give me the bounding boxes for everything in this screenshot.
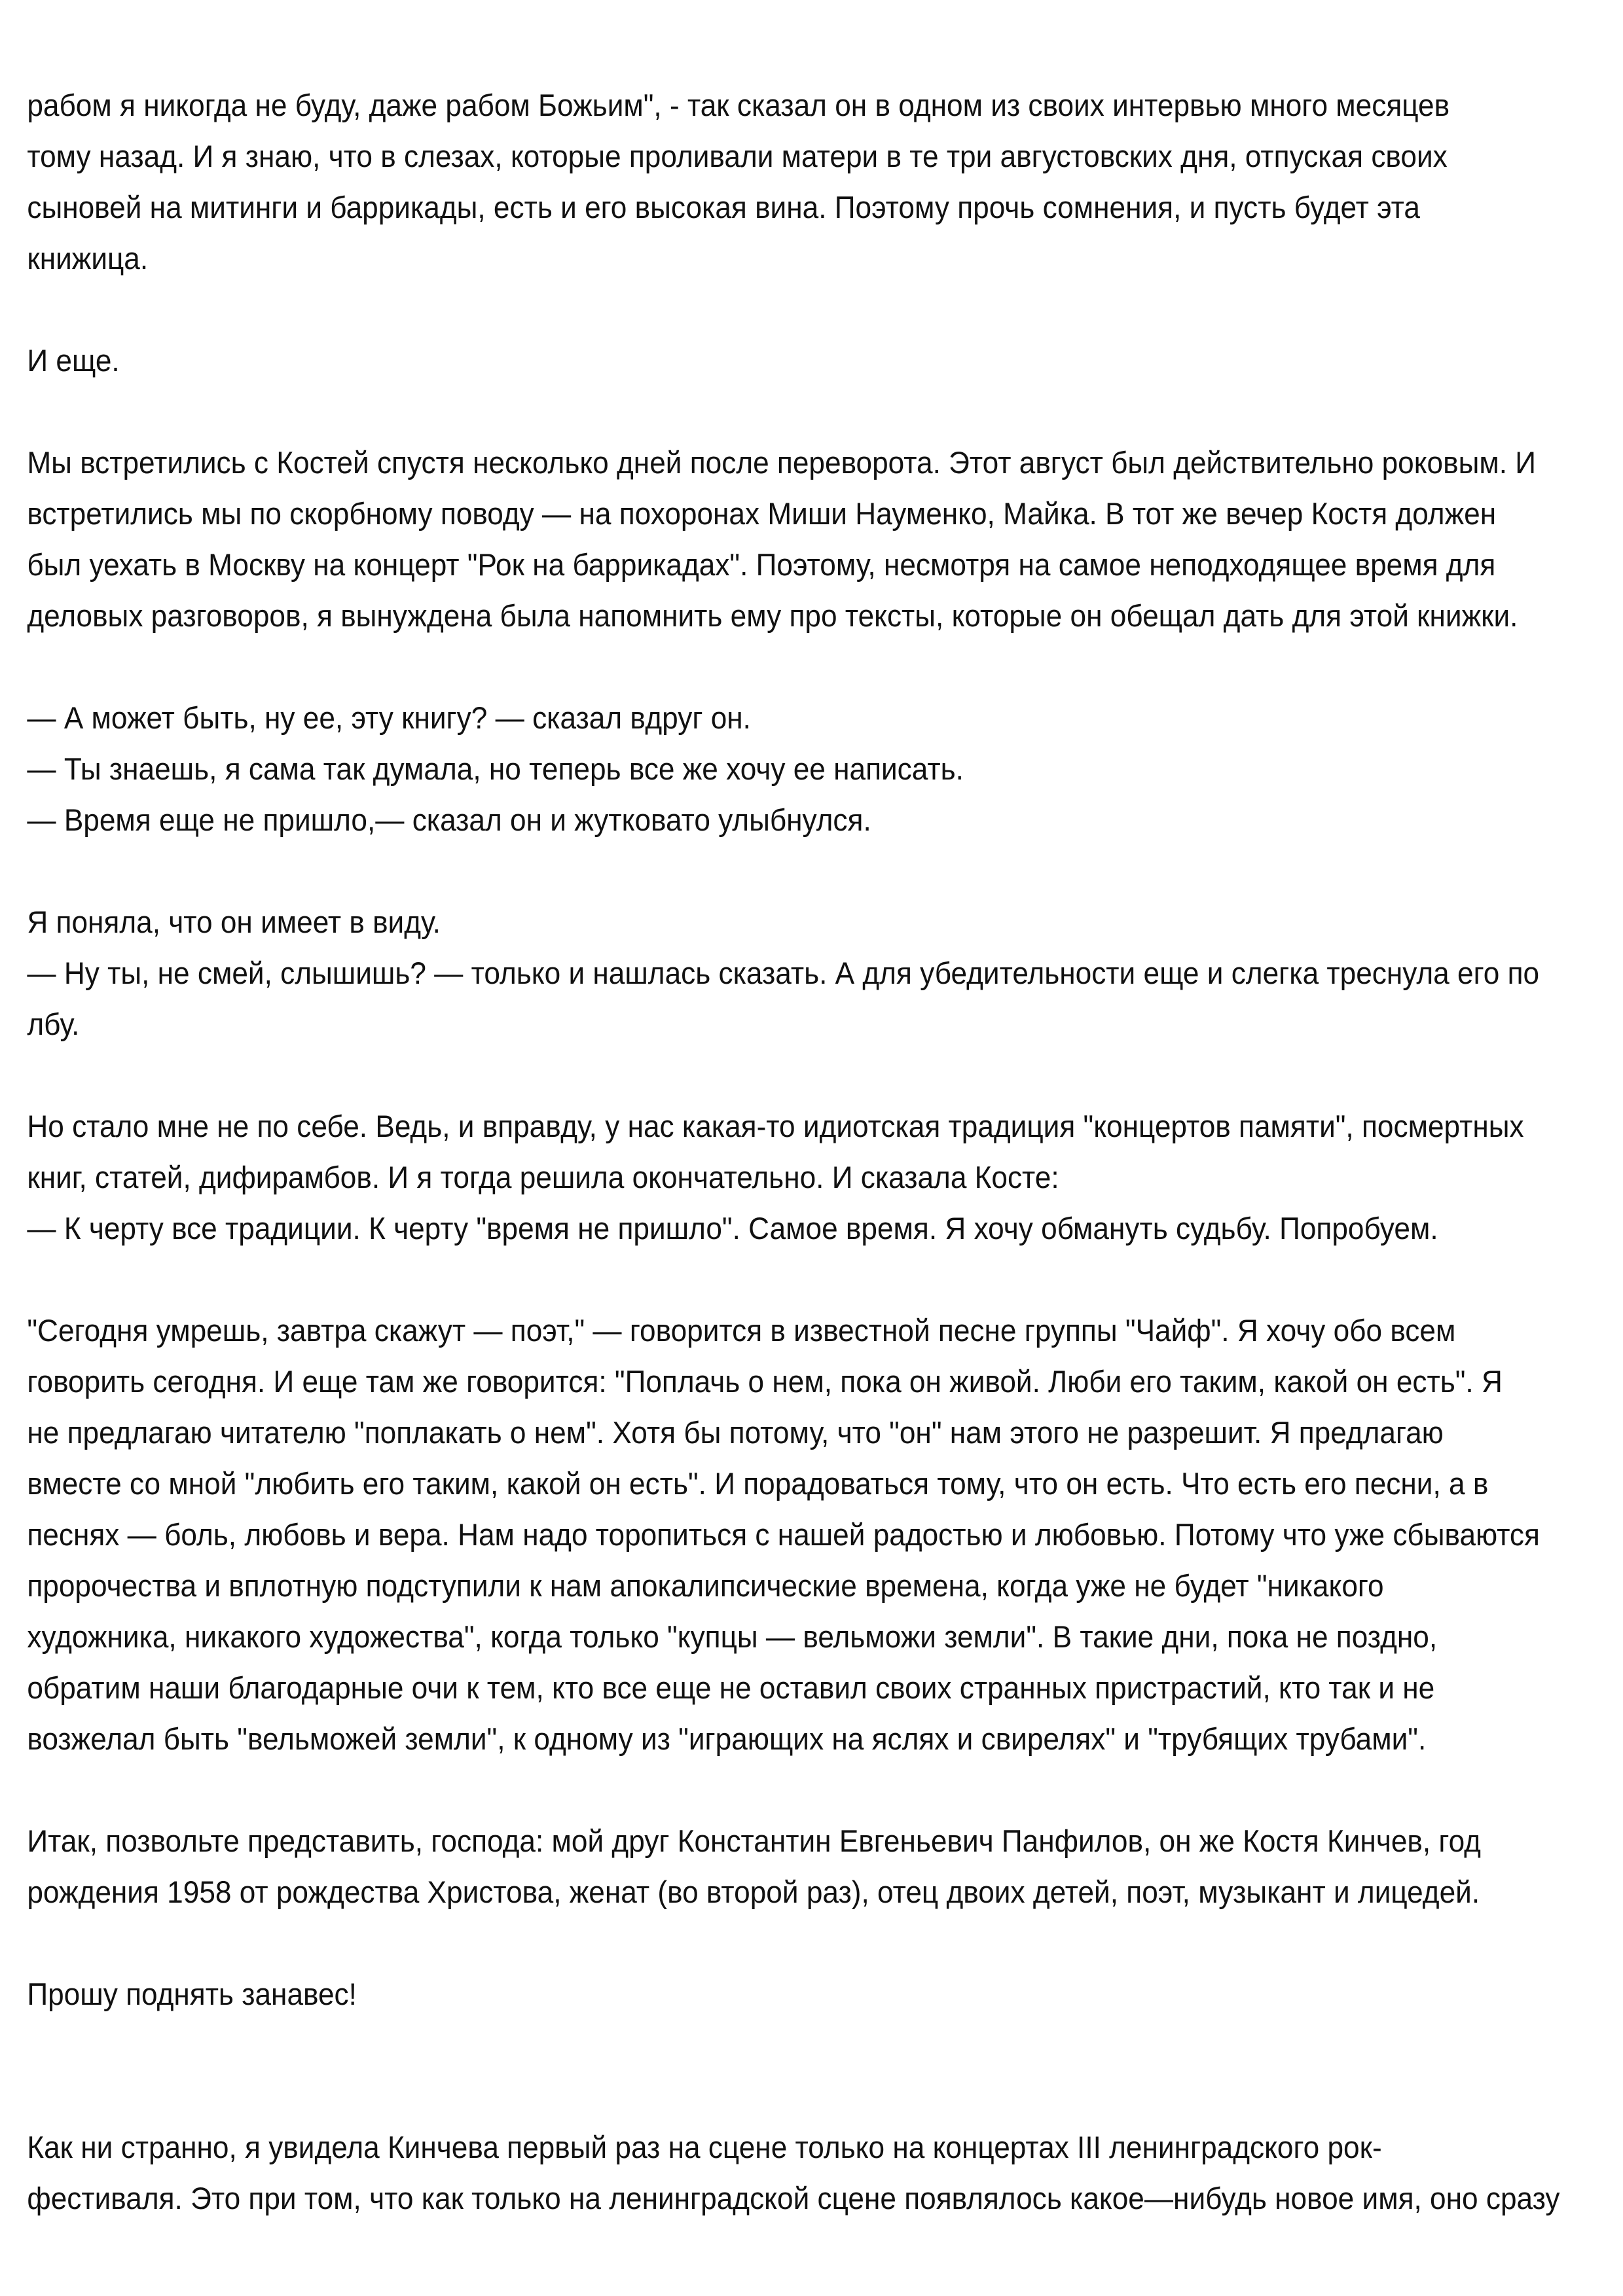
text-line: книг, статей, дифирамбов. И я тогда решила окончательно. И сказала Косте:	[27, 1160, 1059, 1194]
text-line: Мы встретились с Костей спустя несколько дней после переворота. Этот август был действительно роковым. И	[27, 445, 1537, 480]
paragraph-7	[27, 1305, 1596, 1765]
text-line: — А может быть, ну ее, эту книгу? — сказал вдруг он.	[27, 700, 751, 735]
paragraph-spacer	[27, 284, 1596, 335]
paragraph-9	[27, 1969, 1596, 2020]
text-line: пророчества и вплотную подступили к нам апокалипсические времена, когда уже не будет "никакого	[27, 1568, 1384, 1603]
paragraph-spacer	[27, 1765, 1596, 1816]
paragraph-2	[27, 335, 1596, 386]
text-line: песнях — боль, любовь и вера. Нам надо торопиться с нашей радостью и любовью. Потому что уже сбываются	[27, 1517, 1540, 1552]
text-line: — К черту все традиции. К черту "время не пришло". Самое время. Я хочу обмануть судьбу. Попробуем.	[27, 1211, 1438, 1246]
paragraph-spacer	[27, 846, 1596, 897]
text-line: И еще.	[27, 343, 120, 378]
text-line: книжица.	[27, 241, 149, 276]
paragraph-6	[27, 1101, 1596, 1254]
section-spacer	[27, 2020, 1596, 2122]
paragraph-4-dialogue	[27, 692, 1596, 846]
text-line: рабом я никогда не буду, даже рабом Божьим", - так сказал он в одном из своих интервью много месяцев	[27, 88, 1450, 122]
text-line: Итак, позвольте представить, господа: мой друг Константин Евгеньевич Панфилов, он же Костя Кинчев, год	[27, 1823, 1481, 1858]
text-line: фестиваля. Это при том, что как только на ленинградской сцене появлялось какое—нибудь новое имя, оно сразу	[27, 2181, 1560, 2215]
paragraph-spacer	[27, 1050, 1596, 1101]
text-line: не предлагаю читателю "поплакать о нем". Хотя бы потому, что "он" нам этого не разрешит. Я предлагаю	[27, 1415, 1444, 1450]
text-line: художника, никакого художества", когда только "купцы — вельможи земли". В такие дни, пока не поздно,	[27, 1619, 1438, 1654]
text-line: говорить сегодня. И еще там же говорится: "Поплачь о нем, пока он живой. Люби его таким, какой он есть". Я	[27, 1364, 1503, 1399]
text-line: сыновей на митинги и баррикады, есть и его высокая вина. Поэтому прочь сомнения, и пусть будет эта	[27, 190, 1420, 224]
text-line: Я поняла, что он имеет в виду.	[27, 905, 441, 939]
text-line: рождения 1958 от рождества Христова, женат (во второй раз), отец двоих детей, поэт, музыкант и лицедей.	[27, 1874, 1480, 1909]
paragraph-1	[27, 80, 1596, 284]
paragraph-10	[27, 2122, 1596, 2224]
text-line: — Ты знаешь, я сама так думала, но теперь все же хочу ее написать.	[27, 751, 964, 786]
paragraph-spacer	[27, 1254, 1596, 1305]
text-line: Прошу поднять занавес!	[27, 1977, 357, 2011]
paragraph-spacer	[27, 641, 1596, 692]
paragraph-8	[27, 1816, 1596, 1918]
paragraph-5	[27, 897, 1596, 1050]
text-line: — Ну ты, не смей, слышишь? — только и нашлась сказать. А для убедительности еще и слегка треснула его по	[27, 956, 1540, 990]
paragraph-spacer	[27, 1918, 1596, 1969]
text-line: "Сегодня умрешь, завтра скажут — поэт," — говорится в известной песне группы "Чайф". Я хочу обо всем	[27, 1313, 1456, 1348]
text-line: тому назад. И я знаю, что в слезах, которые проливали матери в те три августовских дня, отпуская своих	[27, 139, 1448, 173]
text-line: встретились мы по скорбному поводу — на похоронах Миши Науменко, Майка. В тот же вечер Костя должен	[27, 496, 1497, 531]
paragraph-3	[27, 437, 1596, 641]
text-line: — Время еще не пришло,— сказал он и жутковато улыбнулся.	[27, 802, 871, 837]
paragraph-spacer	[27, 386, 1596, 437]
text-line: деловых разговоров, я вынуждена была напомнить ему про тексты, которые он обещал дать для этой книжки.	[27, 598, 1518, 633]
text-line: возжелал быть "вельможей земли", к одному из "играющих на яслях и свирелях" и "трубящих трубами".	[27, 1721, 1427, 1756]
text-line: вместе со мной "любить его таким, какой он есть". И порадоваться тому, что он есть. Что есть его песни, а в	[27, 1466, 1489, 1501]
text-line: обратим наши благодарные очи к тем, кто все еще не оставил своих странных пристрастий, кто так и не	[27, 1670, 1435, 1705]
text-line: Как ни странно, я увидела Кинчева первый раз на сцене только на концертах III ленинградского рок-	[27, 2130, 1382, 2164]
text-line: был уехать в Москву на концерт "Рок на баррикадах". Поэтому, несмотря на самое неподходящее время для	[27, 547, 1496, 582]
text-line: Но стало мне не по себе. Ведь, и вправду, у нас какая-то идиотская традиция "концертов памяти", посмертных	[27, 1109, 1524, 1143]
text-line: лбу.	[27, 1007, 80, 1041]
